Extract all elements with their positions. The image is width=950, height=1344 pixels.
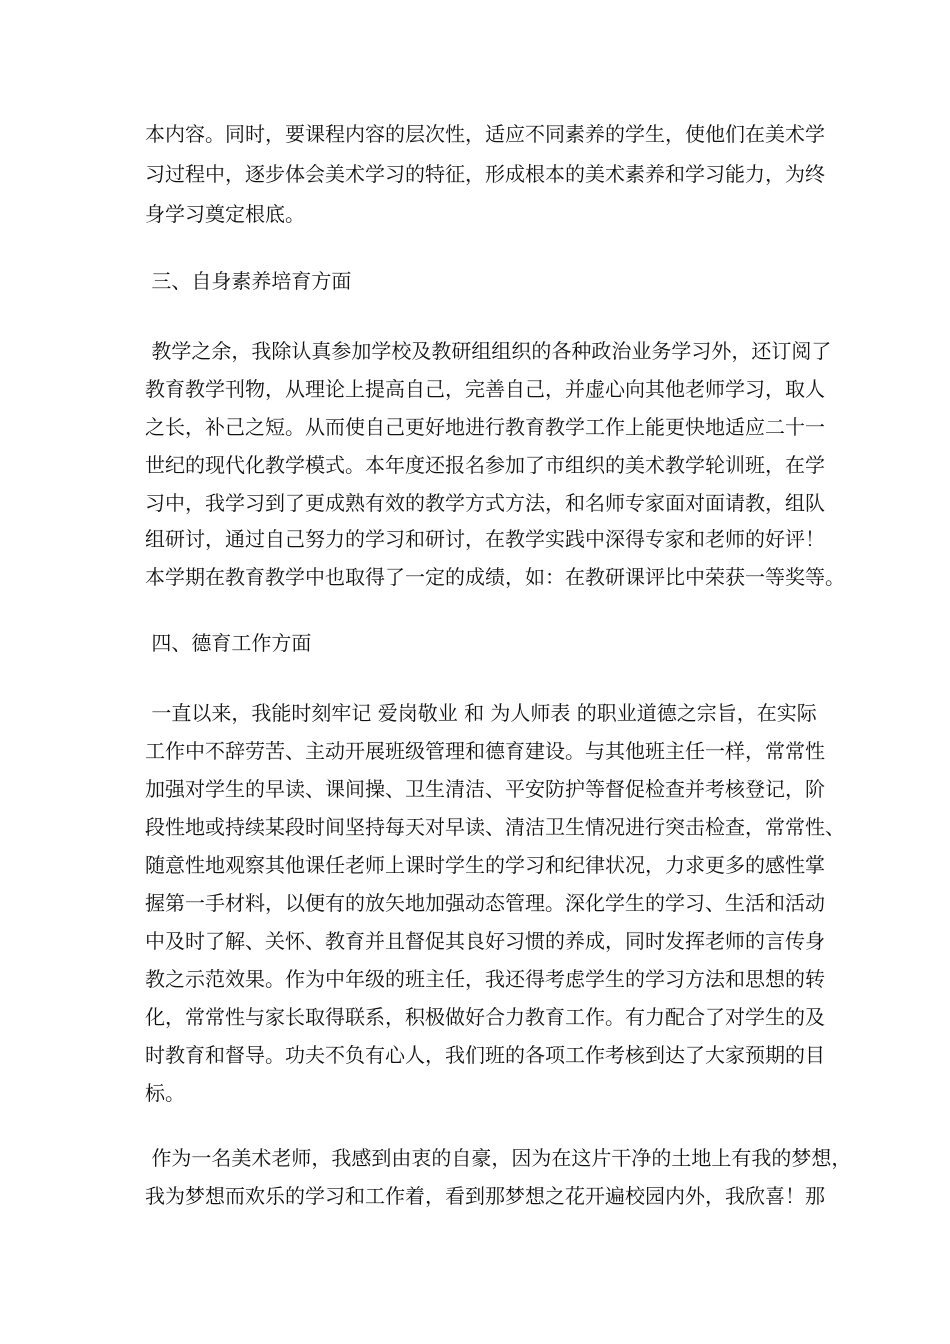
text-line: 教育教学刊物，从理论上提高自己，完善自己，并虚心向其他老师学习，取人 (145, 377, 825, 401)
text-line: 标。 (145, 1081, 185, 1105)
text-line: 中及时了解、关怀、教育并且督促其良好习惯的养成，同时发挥老师的言传身 (145, 929, 825, 953)
text-line: 握第一手材料，以便有的放矢地加强动态管理。深化学生的学习、生活和活动 (145, 891, 825, 915)
text-line: 随意性地观察其他课任老师上课时学生的学习和纪律状况，力求更多的感性掌 (145, 853, 825, 877)
text-line: 化，常常性与家长取得联系，积极做好合力教育工作。有力配合了对学生的及 (145, 1005, 825, 1029)
text-line: 之长，补己之短。从而使自己更好地进行教育教学工作上能更快地适应二十一 (145, 415, 825, 439)
text-line: 时教育和督导。功夫不负有心人，我们班的各项工作考核到达了大家预期的目 (145, 1043, 825, 1067)
text-line: 世纪的现代化教学模式。本年度还报名参加了市组织的美术教学轮训班，在学 (145, 453, 825, 477)
section-heading: 四、德育工作方面 (145, 631, 312, 655)
text-line: 一直以来，我能时刻牢记 爱岗敬业 和 为人师表 的职业道德之宗旨，在实际 (145, 701, 817, 725)
text-line: 习中，我学习到了更成熟有效的教学方式方法，和名师专家面对面请教，组队 (145, 491, 825, 515)
text-line: 作为一名美术老师，我感到由衷的自豪，因为在这片干净的土地上有我的梦想， (145, 1146, 852, 1170)
text-line: 身学习奠定根底。 (145, 202, 305, 226)
text-line: 工作中不辞劳苦、主动开展班级管理和德育建设。与其他班主任一样，常常性 (145, 739, 825, 763)
text-line: 加强对学生的早读、课间操、卫生清洁、平安防护等督促检查并考核登记，阶 (145, 777, 825, 801)
text-line: 本内容。同时，要课程内容的层次性，适应不同素养的学生，使他们在美术学 (145, 122, 825, 146)
text-line: 组研讨，通过自己努力的学习和研讨，在教学实践中深得专家和老师的好评！ (145, 527, 825, 551)
text-line: 段性地或持续某段时间坚持每天对早读、清洁卫生情况进行突击检查，常常性、 (145, 815, 845, 839)
text-line: 我为梦想而欢乐的学习和工作着，看到那梦想之花开遍校园内外，我欣喜！那 (145, 1184, 825, 1208)
text-line: 习过程中，逐步体会美术学习的特征，形成根本的美术素养和学习能力，为终 (145, 162, 825, 186)
text-line: 本学期在教育教学中也取得了一定的成绩，如：在教研课评比中荣获一等奖等。 (145, 565, 845, 589)
text-line: 教之示范效果。作为中年级的班主任，我还得考虑学生的学习方法和思想的转 (145, 967, 825, 991)
text-line: 教学之余，我除认真参加学校及教研组组织的各种政治业务学习外，还订阅了 (145, 339, 832, 363)
section-heading: 三、自身素养培育方面 (145, 269, 352, 293)
